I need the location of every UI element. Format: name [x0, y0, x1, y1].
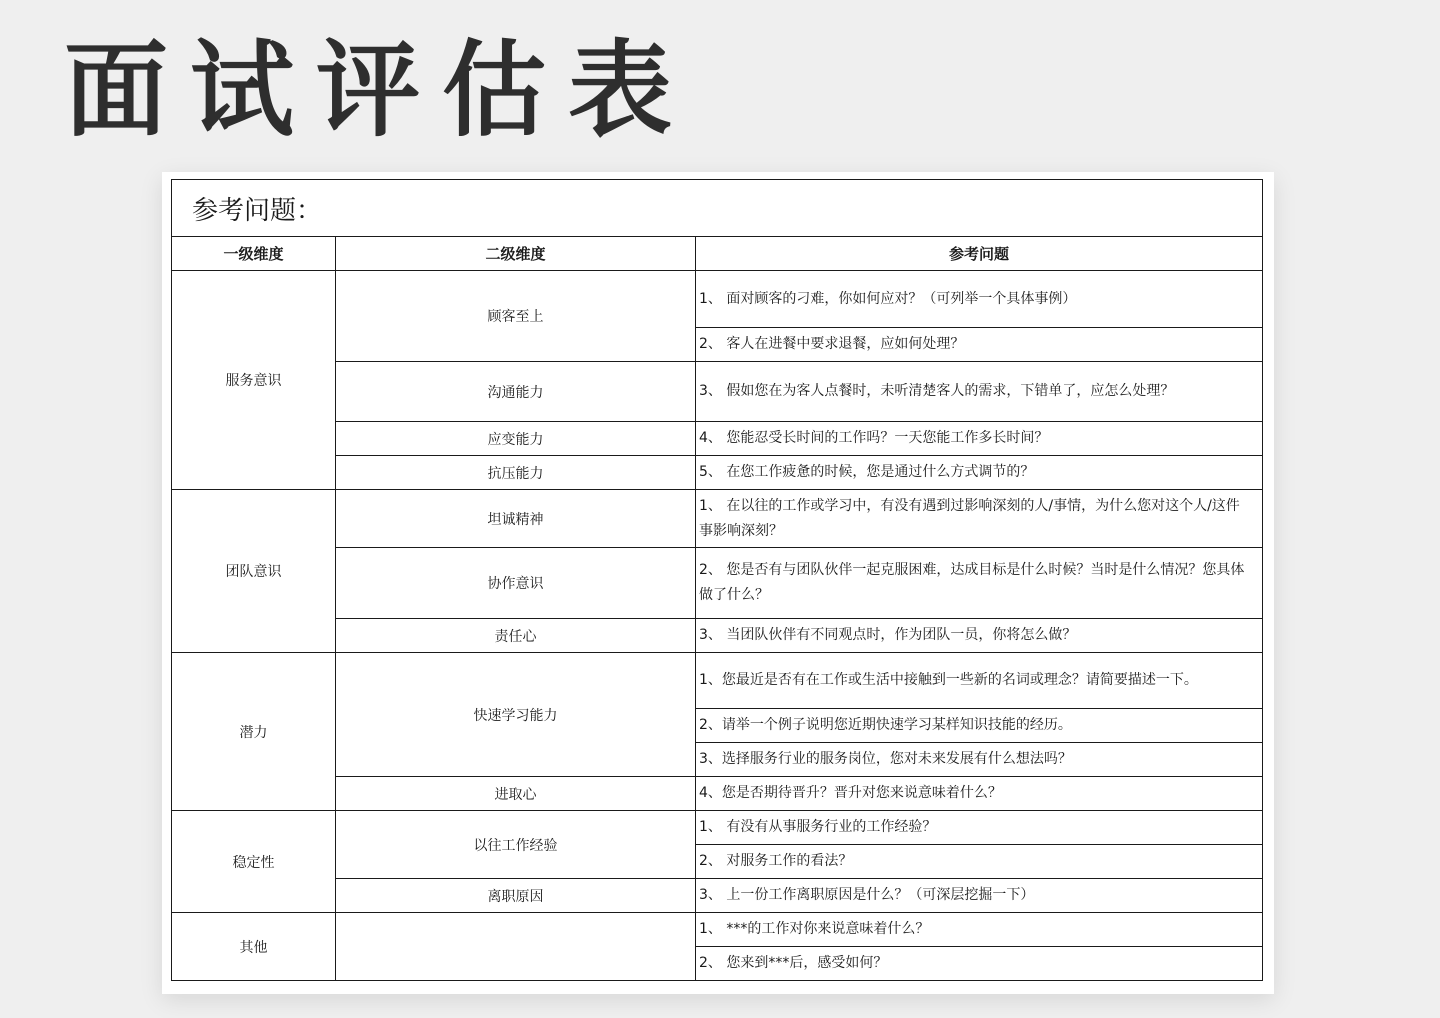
question-cell: 2、 对服务工作的看法？: [696, 845, 1263, 879]
question-cell: 1、 ***的工作对你来说意味着什么？: [696, 913, 1263, 947]
header-row: [172, 237, 1263, 271]
table-row: [172, 362, 1263, 422]
caption-row: [172, 180, 1263, 237]
question-cell: 2、 您是否有与团队伙伴一起克服困难，达成目标是什么时候？当时是什么情况？您具体做了什么？: [696, 548, 1263, 619]
table-row: [172, 879, 1263, 913]
primary-dimension-cell: 团队意识: [172, 490, 336, 653]
table-row: [172, 271, 1263, 328]
question-cell: 5、 在您工作疲惫的时候，您是通过什么方式调节的？: [696, 456, 1263, 490]
primary-dimension-cell: 其他: [172, 913, 336, 981]
table-row: [172, 548, 1263, 619]
evaluation-sheet-card: [162, 172, 1274, 994]
table-caption: 参考问题：: [172, 180, 1263, 237]
question-cell: 1、 面对顾客的刁难，你如何应对？（可列举一个具体事例）: [696, 271, 1263, 328]
secondary-dimension-cell: 沟通能力: [336, 362, 696, 422]
table-row: [172, 777, 1263, 811]
header-reference-question: 参考问题: [696, 237, 1263, 271]
question-cell: 2、 客人在进餐中要求退餐，应如何处理？: [696, 328, 1263, 362]
secondary-dimension-cell: 以往工作经验: [336, 811, 696, 879]
primary-dimension-cell: 稳定性: [172, 811, 336, 913]
table-row: [172, 456, 1263, 490]
header-secondary-dimension: 二级维度: [336, 237, 696, 271]
secondary-dimension-cell: 责任心: [336, 619, 696, 653]
table-row: [172, 619, 1263, 653]
question-cell: 1、 有没有从事服务行业的工作经验？: [696, 811, 1263, 845]
header-primary-dimension: 一级维度: [172, 237, 336, 271]
table-row: [172, 490, 1263, 548]
question-cell: 3、 上一份工作离职原因是什么？（可深层挖掘一下）: [696, 879, 1263, 913]
secondary-dimension-cell: [336, 913, 696, 981]
question-cell: 3、 假如您在为客人点餐时，未听清楚客人的需求，下错单了，应怎么处理？: [696, 362, 1263, 422]
page-title: 面试评估表: [64, 29, 695, 151]
secondary-dimension-cell: 快速学习能力: [336, 653, 696, 777]
primary-dimension-cell: 服务意识: [172, 271, 336, 490]
question-cell: 2、请举一个例子说明您近期快速学习某样知识技能的经历。: [696, 709, 1263, 743]
table-row: [172, 811, 1263, 845]
secondary-dimension-cell: 进取心: [336, 777, 696, 811]
secondary-dimension-cell: 应变能力: [336, 422, 696, 456]
secondary-dimension-cell: 协作意识: [336, 548, 696, 619]
question-cell: 1、 在以往的工作或学习中，有没有遇到过影响深刻的人/事情，为什么您对这个人/这件事影响深刻？: [696, 490, 1263, 548]
question-cell: 1、您最近是否有在工作或生活中接触到一些新的名词或理念？请简要描述一下。: [696, 653, 1263, 709]
primary-dimension-cell: 潜力: [172, 653, 336, 811]
secondary-dimension-cell: 离职原因: [336, 879, 696, 913]
question-cell: 3、 当团队伙伴有不同观点时，作为团队一员，你将怎么做？: [696, 619, 1263, 653]
question-cell: 4、您是否期待晋升？晋升对您来说意味着什么？: [696, 777, 1263, 811]
interview-evaluation-table: [171, 179, 1263, 981]
table-row: [172, 653, 1263, 709]
table-row: [172, 422, 1263, 456]
question-cell: 3、选择服务行业的服务岗位，您对未来发展有什么想法吗？: [696, 743, 1263, 777]
secondary-dimension-cell: 抗压能力: [336, 456, 696, 490]
question-cell: 4、 您能忍受长时间的工作吗？一天您能工作多长时间？: [696, 422, 1263, 456]
table-row: [172, 913, 1263, 947]
question-cell: 2、 您来到***后，感受如何？: [696, 947, 1263, 981]
secondary-dimension-cell: 顾客至上: [336, 271, 696, 362]
secondary-dimension-cell: 坦诚精神: [336, 490, 696, 548]
